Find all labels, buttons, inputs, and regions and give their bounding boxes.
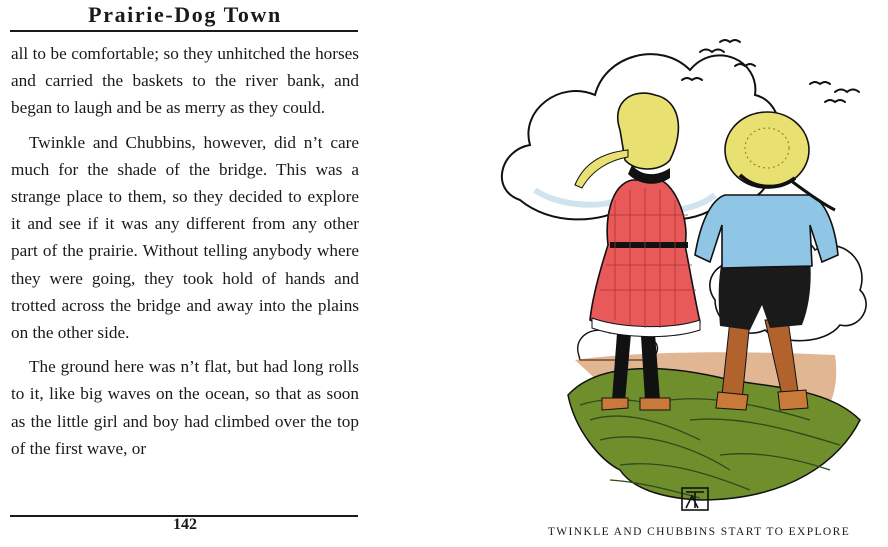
header-rule bbox=[10, 30, 358, 32]
paragraph-1: all to be comfortable; so they unhitched the horses and carried the baskets to the river bank, and began to laugh and be as merry as they could. bbox=[11, 44, 359, 118]
paragraph-2: Twinkle and Chubbins, however, did n’t care much for the shade of the bridge. This was a strange place to them, so they decided to explore it and see if it was any different from any other part of the prairie. Without telling anybody where they were going, they took hold of hands and trotted across the bridge and away into the plains on the other side. bbox=[11, 132, 359, 343]
running-head: Prairie-Dog Town bbox=[88, 2, 282, 27]
page-number: 142 bbox=[173, 516, 197, 533]
illustration bbox=[370, 0, 888, 520]
body-text bbox=[11, 40, 359, 469]
left-page bbox=[0, 0, 370, 547]
paragraph-3: The ground here was n’t flat, but had long rolls to it, like big waves on the ocean, so that as soon as the little girl and boy had climbed over the top of the first wave, or bbox=[11, 357, 359, 458]
right-page bbox=[370, 0, 888, 547]
illustration-caption: TWINKLE AND CHUBBINS START TO EXPLORE bbox=[547, 526, 851, 538]
